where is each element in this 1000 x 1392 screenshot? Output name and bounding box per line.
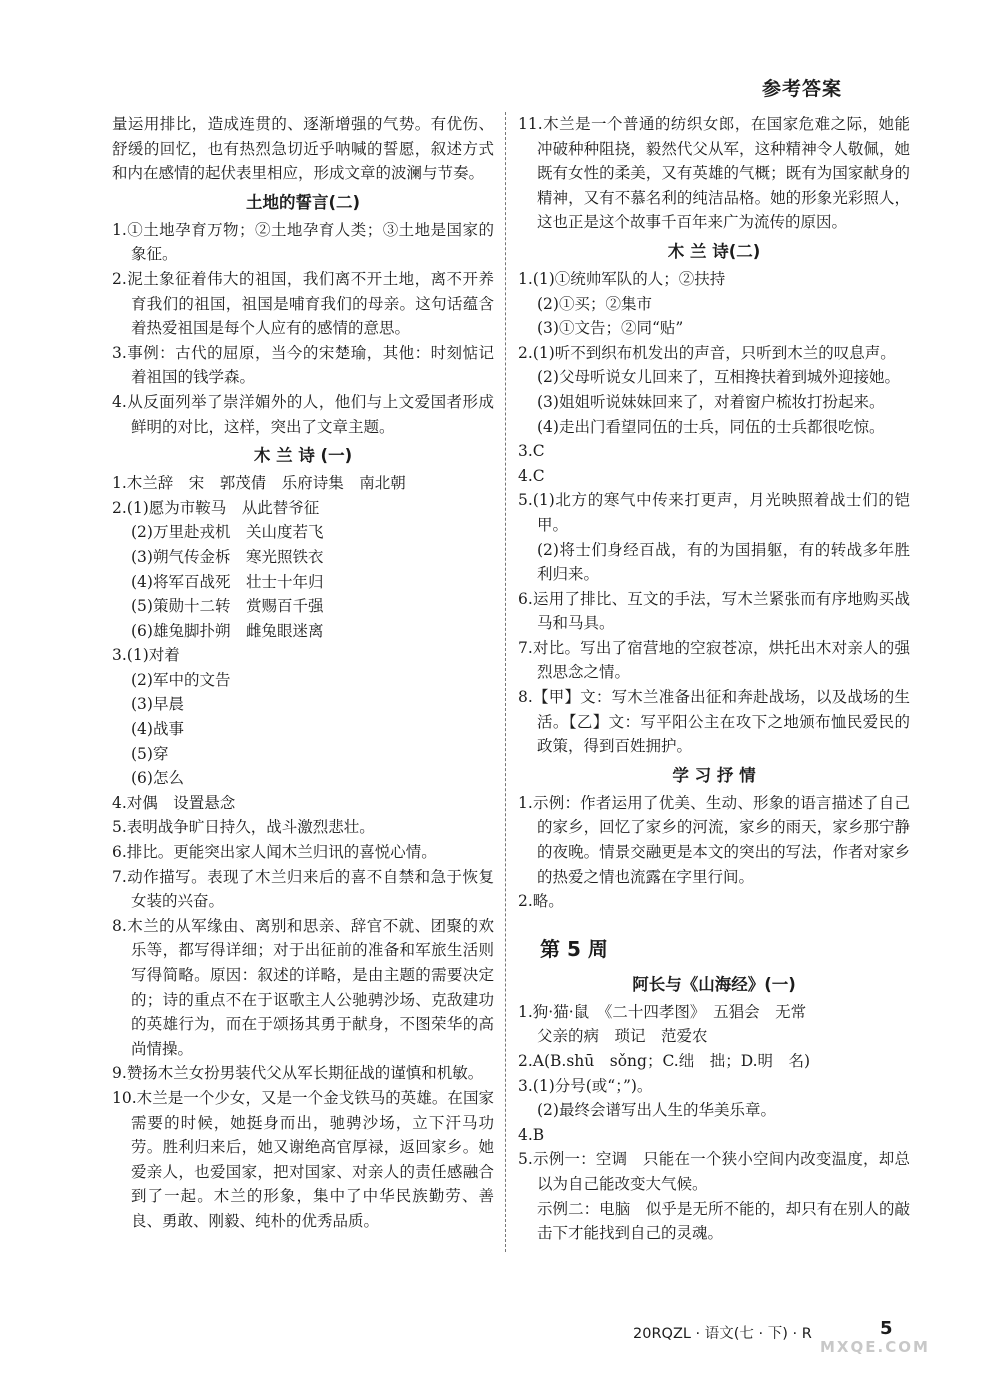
answer-item: 1.狗·猫·鼠 《二十四孝图》 五猖会 无常 — [518, 1002, 807, 1021]
answer-item: 2.A(B.shū sǒng；C.绌 拙；D.明 名) — [518, 1052, 811, 1070]
answer-item: 7.对比。写出了宿营地的空寂苍凉，烘托出木对亲人的强烈思念之情。 — [518, 638, 910, 682]
answer-item: (4)走出门看望同伍的士兵，同伍的士兵都很吃惊。 — [537, 417, 885, 436]
week-heading: 第 5 周 — [540, 936, 608, 961]
answer-item: 4.从反面列举了崇洋媚外的人，他们与上文爱国者形成鲜明的对比，这样，突出了文章主题。 — [112, 392, 494, 436]
page-header-title: 参考答案 — [762, 78, 843, 100]
answer-item: 5.表明战争旷日持久，战斗激烈悲壮。 — [112, 818, 375, 837]
answer-item: (6)雄兔脚扑朔 雌兔眼迷离 — [131, 621, 324, 640]
answer-item: (2)最终会谱写出人生的华美乐章。 — [537, 1101, 776, 1120]
answer-item: 2.(1)听不到织布机发出的声音，只听到木兰的叹息声。 — [518, 343, 896, 362]
answer-item: 3.(1)对着 — [112, 646, 180, 665]
right-column — [518, 112, 910, 1246]
answer-item: (3)①文告；②同“贴” — [537, 319, 684, 338]
answer-item: 1.①土地孕育万物；②土地孕育人类；③土地是国家的象征。 — [112, 220, 494, 264]
answer-item: 1.示例：作者运用了优美、生动、形象的语言描述了自己的家乡，回忆了家乡的河流，家乡的雨天，家乡那宁静的夜晚。情景交融更是本文的突出的写法，作者对家乡的热爱之情也流露在字里行间。 — [518, 793, 910, 886]
answer-item: 2.(1)愿为市鞍马 从此替爷征 — [112, 498, 320, 517]
answer-item: (3)姐姐听说妹妹回来了，对着窗户梳妆打扮起来。 — [537, 392, 885, 411]
answer-item: (3)朔气传金柝 寒光照铁衣 — [131, 547, 324, 566]
answer-item: 3.C — [518, 442, 545, 461]
answer-item: 5.(1)北方的寒气中传来打更声，月光映照着战士们的铠甲。 — [518, 491, 910, 534]
section-heading: 阿长与《山海经》(一) — [632, 974, 796, 994]
answer-item: 5.示例一：空调 只能在一个狭小空间内改变温度，却总以为自己能改变大气候。 — [518, 1150, 910, 1193]
answer-item: 6.排比。更能突出家人闻木兰归讯的喜悦心情。 — [112, 843, 437, 862]
answer-item: (2)军中的文告 — [131, 670, 231, 689]
answer-item: (5)穿 — [131, 744, 169, 763]
footer-book-code: 20RQZL · 语文(七 · 下) · R — [633, 1326, 812, 1342]
answer-item: 3.(1)分号(或“；”)。 — [518, 1076, 653, 1095]
answer-item: 10.木兰是一个少女，又是一个金戈铁马的英雄。在国家需要的时候，她挺身而出，驰骋沙场，立下汗马功劳。胜利归来后，她又谢绝高官厚禄，返回家乡。她爱亲人，也爱国家，把对国家、对亲人的责任感融合到了一起。木兰的形象，集中了中华民族勤劳、善良、勇敢、刚毅、纯朴的优秀品质。 — [112, 1088, 494, 1230]
section-heading: 土地的誓言(二) — [245, 192, 361, 212]
answer-item: (5)策勋十二转 赏赐百千强 — [131, 597, 324, 616]
answer-item: 8.木兰的从军缘由、离别和思亲、辞官不就、团聚的欢乐等，都写得详细；对于出征前的准备和军旅生活则写得简略。原因：叙述的详略，是由主题的需要决定的；诗的重点不在于讴歌主人公驰骋沙场、克敌建功的英雄行为，而在于颂扬其勇于献身，不图荣华的高尚情操。 — [112, 916, 494, 1058]
section-heading: 木 兰 诗(二) — [667, 241, 761, 261]
paragraph: 量运用排比，造成连贯的、逐渐增强的气势。有优伤、舒缓的回忆，也有热烈急切近乎呐喊的誓愿，叙述方式和内在感情的起伏表里相应，形成文章的波澜与节奏。 — [112, 115, 494, 183]
left-column — [112, 112, 494, 1234]
page-number: 5 — [880, 1318, 893, 1339]
answer-item: 1.(1)①统帅军队的人；②扶持 — [518, 269, 726, 288]
section-heading: 木 兰 诗 (一) — [253, 446, 353, 466]
answer-item: 4.对偶 设置悬念 — [112, 793, 236, 812]
answer-item: 父亲的病 琐记 范爱农 — [537, 1027, 708, 1046]
answer-item: 2.略。 — [518, 892, 564, 911]
answer-item: 11.木兰是一个普通的纺织女郎，在国家危难之际，她能冲破种种阻挠，毅然代父从军，这种精神令人敬佩，她既有女性的柔美，又有英雄的气概；既有为国家献身的精神，又有不慕名利的纯洁品格。她的形象光彩照人，这也正是这个故事千百年来广为流传的原因。 — [518, 115, 910, 232]
answer-item: 4.B — [518, 1125, 545, 1144]
watermark-logo: MXQE.COM — [820, 1338, 930, 1356]
answer-item: 示例二：电脑 似乎是无所不能的，却只有在别人的敲击下才能找到自己的灵魂。 — [537, 1199, 910, 1243]
answer-item: 7.动作描写。表现了木兰归来后的喜不自禁和急于恢复女装的兴奋。 — [112, 867, 494, 911]
section-heading: 学 习 抒 情 — [672, 765, 756, 785]
answer-item: 2.泥土象征着伟大的祖国，我们离不开土地，离不开养育我们的祖国，祖国是哺育我们的母亲。这句话蕴含着热爱祖国是每个人应有的感情的意思。 — [112, 269, 494, 338]
answer-item: 1.木兰辞 宋 郭茂倩 乐府诗集 南北朝 — [112, 474, 406, 493]
answer-item: 3.事例：古代的屈原，当今的宋楚瑜，其他：时刻惦记着祖国的钱学森。 — [112, 343, 494, 387]
answer-item: (4)将军百战死 壮士十年归 — [131, 572, 324, 591]
column-divider — [505, 112, 506, 1252]
answer-item: (4)战事 — [131, 720, 184, 739]
answer-item: 6.运用了排比、互文的手法，写木兰紧张而有序地购买战马和马具。 — [518, 589, 910, 633]
answer-item: (3)早晨 — [131, 695, 184, 714]
answer-item: 9.赞扬木兰女扮男装代父从军长期征战的谨慎和机敏。 — [112, 1064, 484, 1083]
answer-item: (2)将士们身经百战，有的为国捐躯，有的转战多年胜利归来。 — [537, 540, 910, 584]
answer-item: (2)父母听说女儿回来了，互相搀扶着到城外迎接她。 — [537, 368, 900, 387]
answer-item: (2)万里赴戎机 关山度若飞 — [131, 523, 324, 542]
answer-item: 4.C — [518, 466, 545, 485]
answer-item: 8.【甲】文：写木兰准备出征和奔赴战场，以及战场的生活。【乙】文：写平阳公主在攻下之地颁布恤民爱民的政策，得到百姓拥护。 — [518, 688, 910, 756]
answer-item: (6)怎么 — [131, 769, 184, 788]
answer-item: (2)①买；②集市 — [537, 294, 652, 313]
